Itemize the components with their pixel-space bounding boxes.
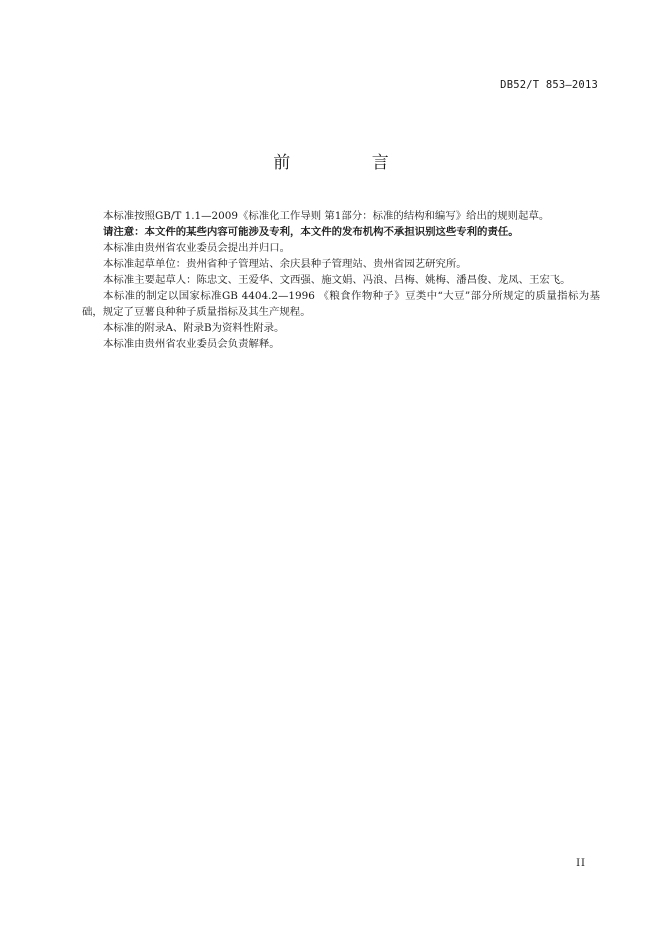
paragraph-proposer: 本标准由贵州省农业委员会提出并归口。	[103, 242, 291, 254]
page-title: 前 言	[273, 153, 427, 173]
paragraph-appendices: 本标准的附录A、附录B为资料性附录。	[103, 322, 285, 334]
paragraph-interpretation: 本标准由贵州省农业委员会负责解释。	[103, 338, 280, 350]
paragraph-drafting-units: 本标准起草单位：贵州省种子管理站、余庆县种子管理站、贵州省园艺研究所。	[103, 258, 467, 270]
foreword-body	[82, 208, 600, 352]
paragraph-drafting-rules: 本标准按照GB/T 1.1—2009《标准化工作导则 第1部分：标准的结构和编写》给出的规则起草。	[103, 210, 550, 222]
paragraph-patent-notice: 请注意：本文件的某些内容可能涉及专利，本文件的发布机构不承担识别这些专利的责任。	[103, 226, 519, 238]
paragraph-basis: 本标准的制定以国家标准GB 4404.2—1996 《粮食作物种子》豆类中“大豆”部分所规定的质量指标为基础，规定了豆薯良种种子质量指标及其生产规程。	[82, 290, 600, 318]
page-number: II	[576, 858, 586, 869]
standard-code: DB52/T 853—2013	[500, 79, 598, 91]
paragraph-drafters: 本标准主要起草人：陈忠文、王爱华、文西强、施文娟、冯浪、吕梅、姚梅、潘昌俊、龙凤、王宏飞。	[103, 274, 571, 286]
